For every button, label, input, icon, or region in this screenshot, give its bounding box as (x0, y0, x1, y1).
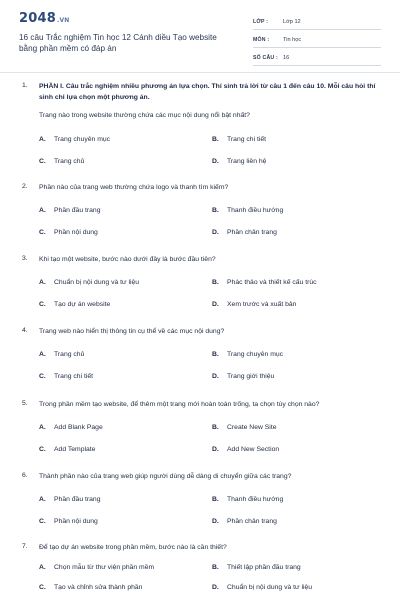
option-letter: B. (212, 424, 219, 431)
option-text: Add New Section (227, 446, 280, 453)
option-text: Thiết lập phần đầu trang (227, 564, 301, 571)
option-text: Trang chuyên mục (54, 136, 111, 143)
logo-text: 2048 (19, 11, 56, 26)
option-text: Thanh điều hướng (227, 207, 284, 214)
option-text: Chuẩn bị nội dung và tư liệu (54, 279, 140, 286)
meta-info (253, 14, 381, 68)
option-b[interactable] (212, 496, 283, 503)
option-d[interactable] (212, 158, 266, 165)
meta-row-count (253, 50, 381, 66)
option-text: Trang liên hệ (227, 158, 267, 165)
meta-key: MÔN : (253, 36, 270, 43)
option-text: Phần chân trang (227, 229, 277, 236)
option-text: Phần đầu trang (54, 496, 101, 503)
option-text: Phần nội dung (54, 229, 98, 236)
option-letter: D. (212, 158, 219, 165)
option-text: Tạo và chỉnh sửa thành phần (54, 584, 143, 591)
option-text: Trang chuyên mục (227, 351, 284, 358)
option-text: Trang chủ (54, 351, 85, 358)
option-text: Phác thảo và thiết kế cấu trúc (227, 279, 317, 286)
option-text: Trang chi tiết (54, 373, 94, 380)
header (0, 0, 400, 64)
question-text: Để tạo dự án website trong phần mềm, bước nào là cần thiết? (39, 544, 227, 551)
option-c[interactable] (39, 518, 98, 525)
question-3 (22, 255, 382, 315)
option-letter: B. (212, 351, 219, 358)
option-d[interactable] (212, 446, 279, 453)
option-b[interactable] (212, 351, 283, 358)
option-c[interactable] (39, 301, 110, 308)
option-c[interactable] (39, 229, 98, 236)
option-a[interactable] (39, 136, 110, 143)
option-letter: C. (39, 446, 46, 453)
meta-key: LỚP : (253, 18, 269, 25)
option-text: Create New Site (227, 424, 277, 431)
option-c[interactable] (39, 373, 93, 380)
option-a[interactable] (39, 279, 139, 286)
question-number: 6. (22, 472, 28, 479)
question-4 (22, 327, 382, 387)
option-b[interactable] (212, 564, 301, 571)
option-letter: A. (39, 279, 46, 286)
option-letter: D. (212, 584, 219, 591)
option-text: Phần đầu trang (54, 207, 101, 214)
question-1 (22, 82, 382, 172)
option-b[interactable] (212, 136, 266, 143)
option-text: Phần nội dung (54, 518, 98, 525)
option-c[interactable] (39, 446, 95, 453)
document-title: 16 câu Trắc nghiệm Tin học 12 Cánh diều Tạo website bằng phần mềm có đáp án (19, 33, 217, 53)
question-number: 4. (22, 327, 28, 334)
option-letter: B. (212, 279, 219, 286)
option-a[interactable] (39, 207, 100, 214)
section-instruction: PHẦN I. Câu trắc nghiệm nhiều phương án lựa chọn. Thí sinh trả lời từ câu 1 đến câu 10. Mỗi câu hỏi thí sinh chỉ lựa chọn một phương án. (39, 83, 376, 101)
option-letter: C. (39, 301, 46, 308)
meta-key: SỐ CÂU : (253, 54, 278, 61)
option-text: Chọn mẫu từ thư viện phần mềm (54, 564, 155, 571)
option-text: Trang chi tiết (227, 136, 267, 143)
question-7 (22, 543, 382, 600)
option-text: Chuẩn bị nội dung và tư liệu (227, 584, 313, 591)
option-text: Trang chủ (54, 158, 85, 165)
option-letter: C. (39, 584, 46, 591)
option-letter: A. (39, 351, 46, 358)
question-text: Thành phần nào của trang web giúp người dùng dễ dàng di chuyển giữa các trang? (39, 473, 292, 480)
option-letter: C. (39, 158, 46, 165)
option-text: Trang giới thiệu (227, 373, 275, 380)
option-letter: D. (212, 446, 219, 453)
option-text: Phần chân trang (227, 518, 277, 525)
option-b[interactable] (212, 279, 317, 286)
site-logo[interactable] (19, 12, 70, 28)
option-letter: C. (39, 229, 46, 236)
option-letter: B. (212, 496, 219, 503)
option-letter: D. (212, 301, 219, 308)
option-d[interactable] (212, 301, 296, 308)
question-number: 2. (22, 183, 28, 190)
question-5 (22, 400, 382, 460)
meta-value: Tin học (283, 36, 302, 43)
option-b[interactable] (212, 424, 277, 431)
option-letter: A. (39, 136, 46, 143)
option-d[interactable] (212, 373, 274, 380)
option-text: Xem trước và xuất bản (227, 301, 297, 308)
option-a[interactable] (39, 564, 154, 571)
option-text: Thanh điều hướng (227, 496, 284, 503)
question-number: 5. (22, 400, 28, 407)
option-c[interactable] (39, 158, 84, 165)
option-letter: A. (39, 564, 46, 571)
option-text: Add Template (54, 446, 96, 453)
question-6 (22, 472, 382, 532)
meta-row-subject (253, 32, 381, 48)
option-letter: A. (39, 424, 46, 431)
question-text: Khi tạo một website, bước nào dưới đây là bước đầu tiên? (39, 256, 216, 263)
option-b[interactable] (212, 207, 283, 214)
question-text: Trang web nào hiển thị thông tin cụ thể về các mục nội dung? (39, 328, 225, 335)
option-letter: D. (212, 518, 219, 525)
option-letter: B. (212, 136, 219, 143)
option-letter: A. (39, 496, 46, 503)
option-letter: C. (39, 518, 46, 525)
header-divider (0, 72, 400, 73)
option-a[interactable] (39, 424, 103, 431)
option-letter: B. (212, 564, 219, 571)
meta-value: 16 (283, 54, 290, 61)
option-letter: B. (212, 207, 219, 214)
option-text: Tạo dự án website (54, 301, 111, 308)
option-d[interactable] (212, 229, 277, 236)
option-a[interactable] (39, 351, 84, 358)
option-letter: C. (39, 373, 46, 380)
option-c[interactable] (39, 584, 142, 591)
option-letter: A. (39, 207, 46, 214)
option-letter: D. (212, 373, 219, 380)
option-a[interactable] (39, 496, 100, 503)
option-d[interactable] (212, 584, 312, 591)
question-text: Phần nào của trang web thường chứa logo và thanh tìm kiếm? (39, 184, 229, 191)
question-number: 7. (22, 543, 28, 550)
option-letter: D. (212, 229, 219, 236)
meta-value: Lớp 12 (283, 18, 301, 25)
question-text: Trong phần mềm tạo website, để thêm một trang mới hoàn toàn trống, ta chọn tùy chọn nào? (39, 401, 320, 408)
meta-row-class (253, 14, 381, 30)
logo-suffix: .VN (56, 17, 70, 24)
question-text: Trang nào trong website thường chứa các mục nội dung nổi bật nhất? (39, 112, 250, 119)
question-2 (22, 183, 382, 243)
option-d[interactable] (212, 518, 277, 525)
option-text: Add Blank Page (54, 424, 103, 431)
question-number: 1. (22, 82, 28, 89)
question-number: 3. (22, 255, 28, 262)
